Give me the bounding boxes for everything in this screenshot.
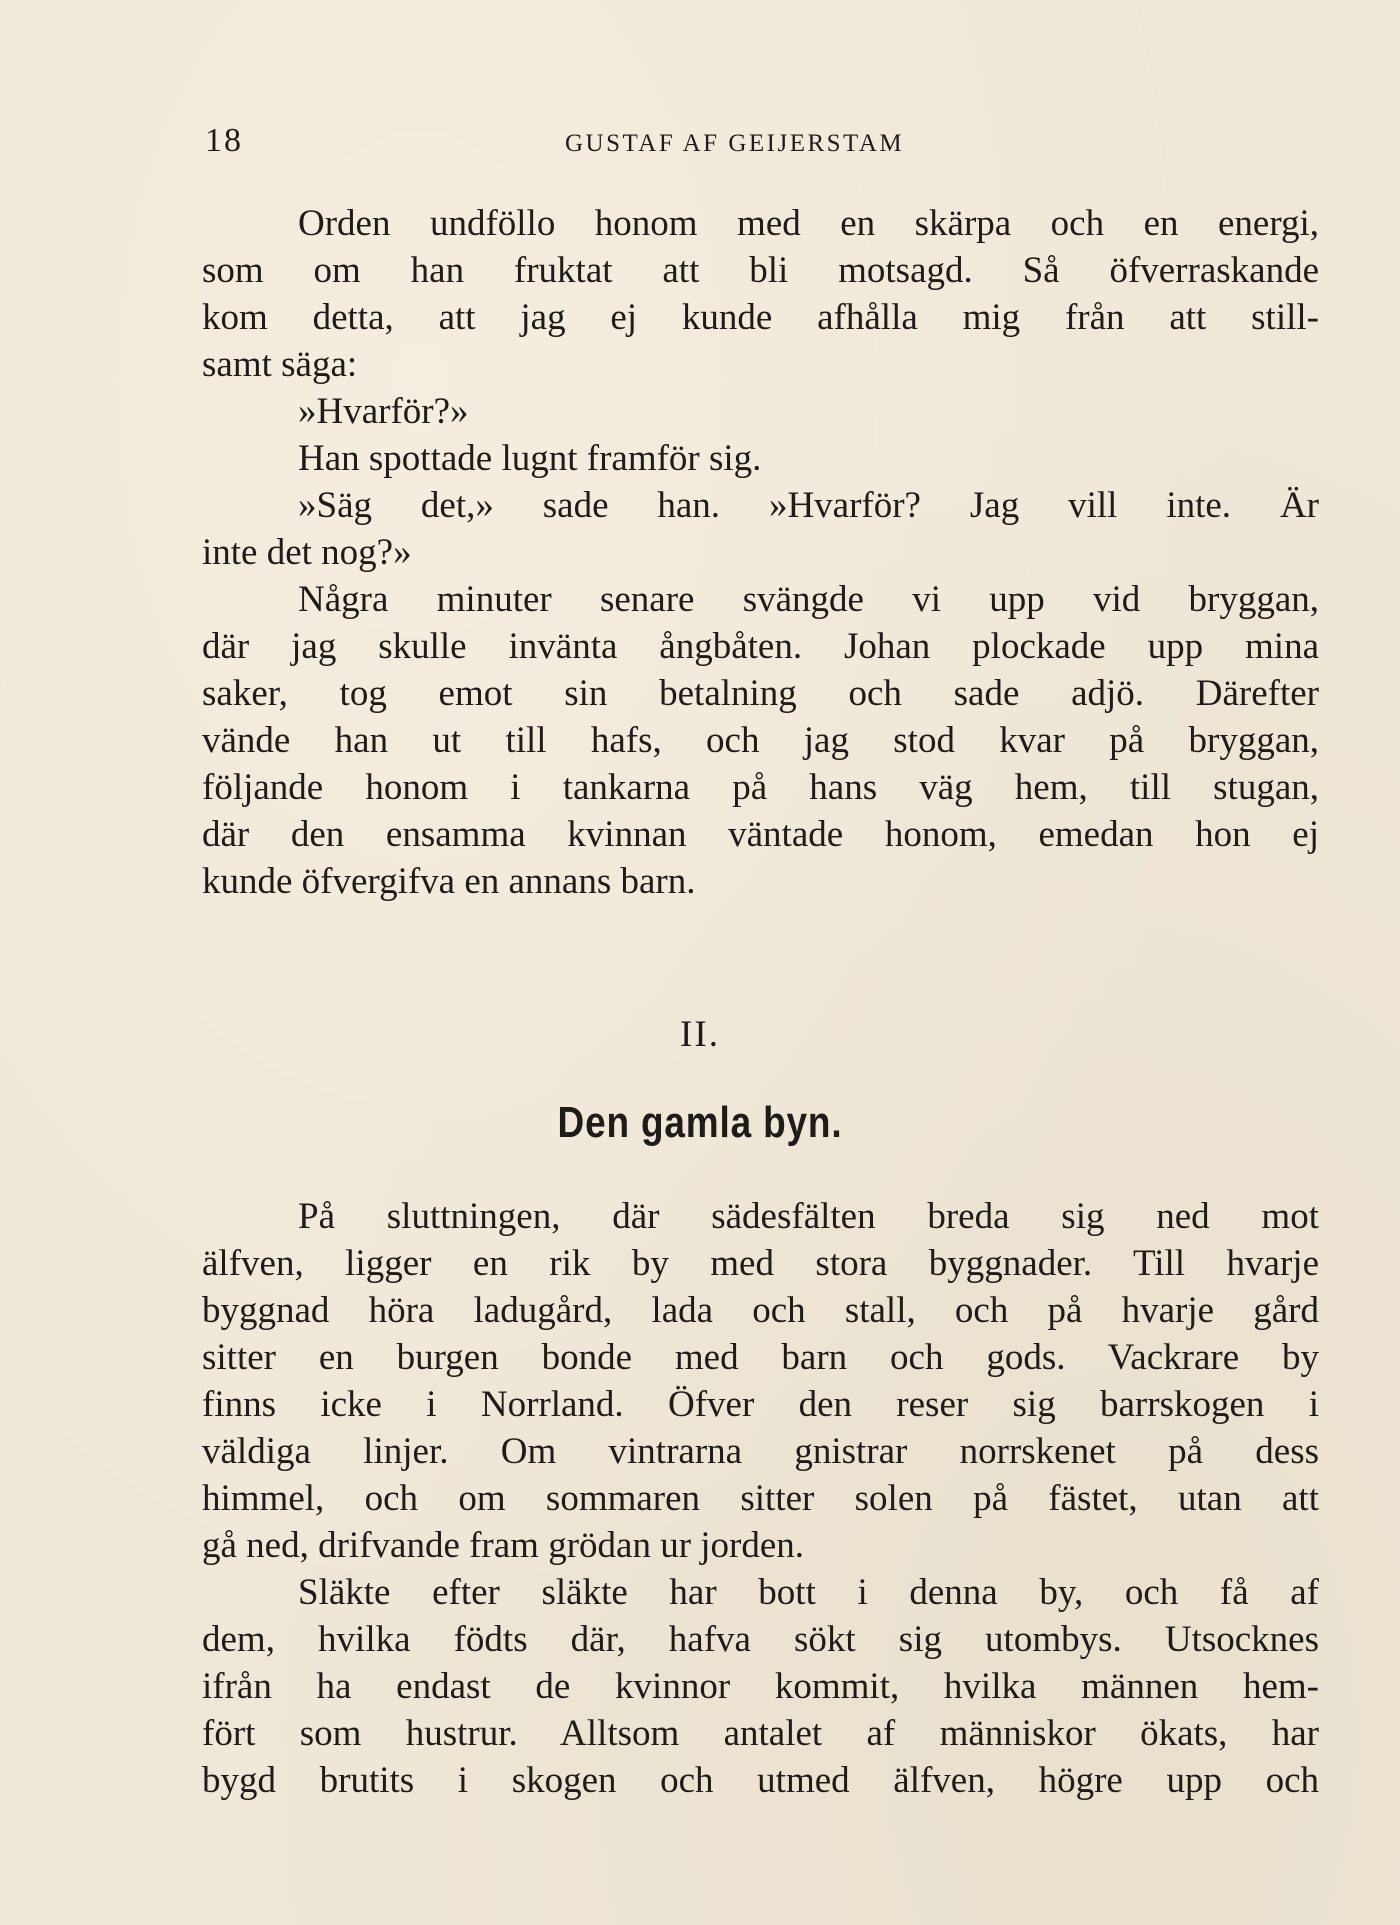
- text-line: »Hvarför?»: [298, 391, 469, 432]
- first-text-block: [202, 200, 1319, 905]
- text-line: samt säga:: [202, 344, 358, 385]
- text-line: På sluttningen, där sädesfälten breda sig ned mot: [298, 1196, 1319, 1237]
- text-line: Några minuter senare svängde vi upp vid bryggan,: [298, 579, 1319, 620]
- text-line: dem, hvilka födts där, hafva sökt sig utombys. Utsocknes: [202, 1619, 1319, 1660]
- running-head: [205, 122, 1325, 162]
- page-number: 18: [205, 122, 243, 159]
- text-line: saker, tog emot sin betalning och sade adjö. Därefter: [202, 673, 1319, 714]
- text-line: »Säg det,» sade han. »Hvarför? Jag vill inte. Är: [298, 485, 1319, 526]
- text-line: fört som hustrur. Alltsom antalet af människor ökats, har: [202, 1713, 1319, 1754]
- text-line: finns icke i Norrland. Öfver den reser sig barrskogen i: [202, 1384, 1319, 1425]
- text-line: där jag skulle invänta ångbåten. Johan plockade upp mina: [202, 626, 1319, 667]
- text-line: byggnad höra ladugård, lada och stall, och på hvarje gård: [202, 1290, 1319, 1331]
- text-line: Släkte efter släkte har bott i denna by, och få af: [298, 1572, 1319, 1613]
- text-line: ifrån ha endast de kvinnor kommit, hvilka männen hem-: [202, 1666, 1319, 1707]
- text-line: kunde öfvergifva en annans barn.: [202, 861, 696, 902]
- text-line: himmel, och om sommaren sitter solen på fästet, utan att: [202, 1478, 1319, 1519]
- text-line: väldiga linjer. Om vintrarna gnistrar norrskenet på dess: [202, 1431, 1319, 1472]
- text-line: bygd brutits i skogen och utmed älfven, högre upp och: [202, 1760, 1319, 1801]
- second-text-block: [202, 1193, 1319, 1804]
- text-line: vände han ut till hafs, och jag stod kvar på bryggan,: [202, 720, 1319, 761]
- text-line: älfven, ligger en rik by med stora byggnader. Till hvarje: [202, 1243, 1319, 1284]
- section-heading: Den gamla byn.: [557, 1098, 843, 1147]
- text-line: kom detta, att jag ej kunde afhålla mig från att still-: [202, 297, 1319, 338]
- section-numeral: II.: [680, 1014, 720, 1055]
- text-line: Orden undföllo honom med en skärpa och en energi,: [298, 203, 1319, 244]
- text-line: sitter en burgen bonde med barn och gods. Vackrare by: [202, 1337, 1319, 1378]
- running-title: GUSTAF AF GEIJERSTAM: [565, 130, 905, 157]
- text-line: inte det nog?»: [202, 532, 412, 573]
- text-line: som om han fruktat att bli motsagd. Så öfverraskande: [202, 250, 1319, 291]
- text-line: Han spottade lugnt framför sig.: [298, 438, 762, 479]
- text-line: gå ned, drifvande fram grödan ur jorden.: [202, 1525, 805, 1566]
- text-line: följande honom i tankarna på hans väg hem, till stugan,: [202, 767, 1319, 808]
- text-line: där den ensamma kvinnan väntade honom, emedan hon ej: [202, 814, 1319, 855]
